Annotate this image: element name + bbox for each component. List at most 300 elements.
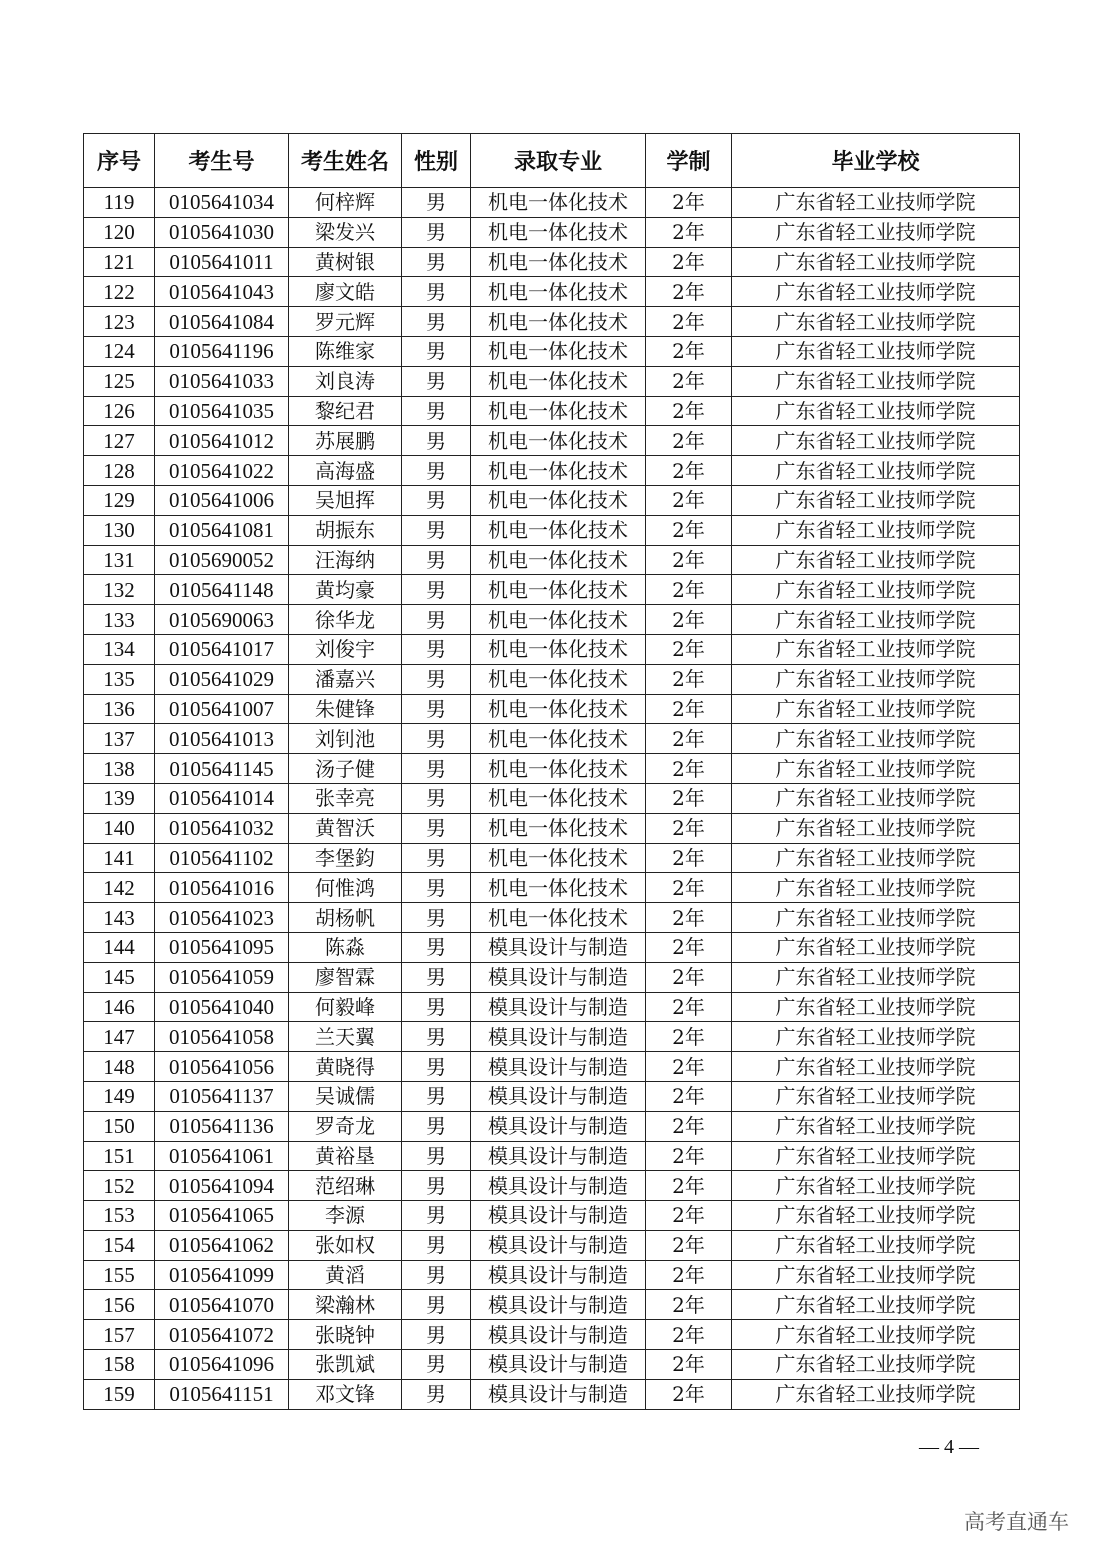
cell-gender: 男	[402, 1052, 471, 1082]
cell-student-name: 何梓辉	[289, 188, 402, 218]
cell-gender: 男	[402, 1141, 471, 1171]
cell-school: 广东省轻工业技师学院	[732, 396, 1020, 426]
cell-duration: 2年	[646, 575, 732, 605]
table-row	[84, 1201, 1020, 1231]
cell-student-name: 罗奇龙	[289, 1111, 402, 1141]
cell-duration: 2年	[646, 783, 732, 813]
cell-serial: 155	[84, 1260, 155, 1290]
cell-serial: 138	[84, 754, 155, 784]
cell-student-name: 范绍琳	[289, 1171, 402, 1201]
cell-student-name: 李堡鈞	[289, 843, 402, 873]
cell-school: 广东省轻工业技师学院	[732, 1320, 1020, 1350]
header-school: 毕业学校	[732, 134, 1020, 188]
cell-school: 广东省轻工业技师学院	[732, 1141, 1020, 1171]
table-row	[84, 217, 1020, 247]
cell-student-name: 梁瀚林	[289, 1290, 402, 1320]
cell-serial: 136	[84, 694, 155, 724]
cell-major: 机电一体化技术	[471, 396, 646, 426]
cell-major: 机电一体化技术	[471, 188, 646, 218]
cell-school: 广东省轻工业技师学院	[732, 992, 1020, 1022]
cell-major: 模具设计与制造	[471, 1111, 646, 1141]
cell-school: 广东省轻工业技师学院	[732, 485, 1020, 515]
cell-student-name: 陈维家	[289, 336, 402, 366]
table-row	[84, 962, 1020, 992]
cell-major: 模具设计与制造	[471, 1141, 646, 1171]
cell-school: 广东省轻工业技师学院	[732, 1171, 1020, 1201]
cell-duration: 2年	[646, 396, 732, 426]
header-gender: 性别	[402, 134, 471, 188]
cell-duration: 2年	[646, 217, 732, 247]
cell-student-name: 朱健锋	[289, 694, 402, 724]
watermark-text: 高考直通车	[964, 1510, 1069, 1534]
cell-serial: 152	[84, 1171, 155, 1201]
cell-gender: 男	[402, 396, 471, 426]
cell-duration: 2年	[646, 1320, 732, 1350]
cell-exam-number: 0105641033	[155, 366, 289, 396]
header-exam-number: 考生号	[155, 134, 289, 188]
cell-school: 广东省轻工业技师学院	[732, 575, 1020, 605]
cell-gender: 男	[402, 366, 471, 396]
cell-duration: 2年	[646, 1171, 732, 1201]
cell-major: 机电一体化技术	[471, 903, 646, 933]
cell-exam-number: 0105641072	[155, 1320, 289, 1350]
cell-major: 机电一体化技术	[471, 634, 646, 664]
cell-duration: 2年	[646, 1111, 732, 1141]
cell-school: 广东省轻工业技师学院	[732, 783, 1020, 813]
cell-gender: 男	[402, 843, 471, 873]
cell-school: 广东省轻工业技师学院	[732, 1379, 1020, 1409]
cell-major: 机电一体化技术	[471, 605, 646, 635]
cell-exam-number: 0105641061	[155, 1141, 289, 1171]
cell-school: 广东省轻工业技师学院	[732, 1260, 1020, 1290]
cell-exam-number: 0105641084	[155, 307, 289, 337]
cell-serial: 142	[84, 873, 155, 903]
cell-student-name: 邓文锋	[289, 1379, 402, 1409]
cell-exam-number: 0105641035	[155, 396, 289, 426]
cell-major: 机电一体化技术	[471, 575, 646, 605]
cell-gender: 男	[402, 664, 471, 694]
cell-duration: 2年	[646, 813, 732, 843]
cell-duration: 2年	[646, 247, 732, 277]
cell-duration: 2年	[646, 336, 732, 366]
table-row	[84, 396, 1020, 426]
cell-student-name: 廖文皓	[289, 277, 402, 307]
cell-serial: 157	[84, 1320, 155, 1350]
cell-major: 机电一体化技术	[471, 307, 646, 337]
table-row	[84, 1350, 1020, 1380]
cell-duration: 2年	[646, 366, 732, 396]
cell-student-name: 徐华龙	[289, 605, 402, 635]
cell-exam-number: 0105641017	[155, 634, 289, 664]
table-row	[84, 485, 1020, 515]
cell-duration: 2年	[646, 903, 732, 933]
cell-student-name: 胡杨帆	[289, 903, 402, 933]
cell-exam-number: 0105641012	[155, 426, 289, 456]
cell-gender: 男	[402, 456, 471, 486]
table-row	[84, 1290, 1020, 1320]
cell-school: 广东省轻工业技师学院	[732, 932, 1020, 962]
table-row	[84, 188, 1020, 218]
cell-school: 广东省轻工业技师学院	[732, 1022, 1020, 1052]
cell-exam-number: 0105641016	[155, 873, 289, 903]
cell-serial: 137	[84, 724, 155, 754]
cell-serial: 128	[84, 456, 155, 486]
table-row	[84, 456, 1020, 486]
cell-duration: 2年	[646, 1201, 732, 1231]
cell-duration: 2年	[646, 724, 732, 754]
cell-duration: 2年	[646, 188, 732, 218]
cell-student-name: 苏展鹏	[289, 426, 402, 456]
cell-exam-number: 0105641007	[155, 694, 289, 724]
cell-exam-number: 0105641013	[155, 724, 289, 754]
cell-serial: 154	[84, 1230, 155, 1260]
table-row	[84, 247, 1020, 277]
table-row	[84, 1141, 1020, 1171]
cell-student-name: 黄均豪	[289, 575, 402, 605]
cell-school: 广东省轻工业技师学院	[732, 843, 1020, 873]
cell-duration: 2年	[646, 634, 732, 664]
header-major: 录取专业	[471, 134, 646, 188]
cell-school: 广东省轻工业技师学院	[732, 724, 1020, 754]
cell-duration: 2年	[646, 843, 732, 873]
cell-major: 机电一体化技术	[471, 813, 646, 843]
table-row	[84, 1320, 1020, 1350]
cell-school: 广东省轻工业技师学院	[732, 426, 1020, 456]
table-body	[84, 188, 1020, 1410]
cell-major: 机电一体化技术	[471, 754, 646, 784]
cell-major: 机电一体化技术	[471, 694, 646, 724]
cell-gender: 男	[402, 485, 471, 515]
cell-major: 模具设计与制造	[471, 1290, 646, 1320]
cell-gender: 男	[402, 575, 471, 605]
table-row	[84, 575, 1020, 605]
cell-duration: 2年	[646, 456, 732, 486]
cell-student-name: 黄晓得	[289, 1052, 402, 1082]
cell-major: 机电一体化技术	[471, 664, 646, 694]
table-row	[84, 426, 1020, 456]
cell-school: 广东省轻工业技师学院	[732, 307, 1020, 337]
table-row	[84, 843, 1020, 873]
cell-gender: 男	[402, 1320, 471, 1350]
cell-student-name: 潘嘉兴	[289, 664, 402, 694]
cell-major: 机电一体化技术	[471, 426, 646, 456]
cell-exam-number: 0105690063	[155, 605, 289, 635]
cell-school: 广东省轻工业技师学院	[732, 366, 1020, 396]
header-student-name: 考生姓名	[289, 134, 402, 188]
cell-student-name: 黄智沃	[289, 813, 402, 843]
cell-exam-number: 0105641022	[155, 456, 289, 486]
cell-duration: 2年	[646, 992, 732, 1022]
cell-gender: 男	[402, 634, 471, 664]
cell-school: 广东省轻工业技师学院	[732, 873, 1020, 903]
cell-major: 机电一体化技术	[471, 336, 646, 366]
cell-exam-number: 0105641030	[155, 217, 289, 247]
cell-duration: 2年	[646, 664, 732, 694]
cell-duration: 2年	[646, 426, 732, 456]
cell-serial: 129	[84, 485, 155, 515]
cell-major: 机电一体化技术	[471, 843, 646, 873]
cell-exam-number: 0105641006	[155, 485, 289, 515]
cell-serial: 144	[84, 932, 155, 962]
cell-gender: 男	[402, 783, 471, 813]
cell-serial: 126	[84, 396, 155, 426]
cell-student-name: 梁发兴	[289, 217, 402, 247]
cell-major: 模具设计与制造	[471, 1379, 646, 1409]
cell-school: 广东省轻工业技师学院	[732, 188, 1020, 218]
cell-serial: 132	[84, 575, 155, 605]
cell-exam-number: 0105641081	[155, 515, 289, 545]
cell-major: 模具设计与制造	[471, 992, 646, 1022]
cell-serial: 124	[84, 336, 155, 366]
cell-major: 机电一体化技术	[471, 724, 646, 754]
admission-table	[83, 133, 1020, 1410]
table-row	[84, 515, 1020, 545]
cell-serial: 134	[84, 634, 155, 664]
cell-exam-number: 0105641137	[155, 1081, 289, 1111]
cell-serial: 120	[84, 217, 155, 247]
cell-serial: 131	[84, 545, 155, 575]
cell-serial: 159	[84, 1379, 155, 1409]
cell-serial: 123	[84, 307, 155, 337]
cell-school: 广东省轻工业技师学院	[732, 336, 1020, 366]
cell-gender: 男	[402, 873, 471, 903]
cell-gender: 男	[402, 813, 471, 843]
cell-gender: 男	[402, 1379, 471, 1409]
cell-student-name: 兰天翼	[289, 1022, 402, 1052]
cell-student-name: 罗元辉	[289, 307, 402, 337]
cell-exam-number: 0105641099	[155, 1260, 289, 1290]
cell-gender: 男	[402, 903, 471, 933]
cell-student-name: 陈淼	[289, 932, 402, 962]
cell-student-name: 何毅峰	[289, 992, 402, 1022]
table-header	[84, 134, 1020, 188]
cell-duration: 2年	[646, 694, 732, 724]
cell-gender: 男	[402, 188, 471, 218]
cell-school: 广东省轻工业技师学院	[732, 754, 1020, 784]
cell-serial: 150	[84, 1111, 155, 1141]
cell-serial: 125	[84, 366, 155, 396]
page-number: — 4 —	[919, 1436, 979, 1458]
cell-major: 模具设计与制造	[471, 1052, 646, 1082]
cell-serial: 153	[84, 1201, 155, 1231]
cell-student-name: 张幸亮	[289, 783, 402, 813]
table-row	[84, 783, 1020, 813]
table-row	[84, 1081, 1020, 1111]
cell-duration: 2年	[646, 1290, 732, 1320]
cell-school: 广东省轻工业技师学院	[732, 456, 1020, 486]
table-row	[84, 813, 1020, 843]
cell-student-name: 张如权	[289, 1230, 402, 1260]
cell-student-name: 何惟鸿	[289, 873, 402, 903]
cell-student-name: 黄滔	[289, 1260, 402, 1290]
cell-serial: 146	[84, 992, 155, 1022]
cell-gender: 男	[402, 545, 471, 575]
table-row	[84, 873, 1020, 903]
cell-serial: 127	[84, 426, 155, 456]
cell-duration: 2年	[646, 1350, 732, 1380]
cell-school: 广东省轻工业技师学院	[732, 813, 1020, 843]
cell-major: 模具设计与制造	[471, 1022, 646, 1052]
cell-major: 机电一体化技术	[471, 783, 646, 813]
cell-student-name: 黄树银	[289, 247, 402, 277]
cell-gender: 男	[402, 307, 471, 337]
cell-gender: 男	[402, 1111, 471, 1141]
cell-serial: 139	[84, 783, 155, 813]
cell-serial: 119	[84, 188, 155, 218]
table-row	[84, 992, 1020, 1022]
table-row	[84, 366, 1020, 396]
cell-duration: 2年	[646, 932, 732, 962]
table-row	[84, 336, 1020, 366]
cell-school: 广东省轻工业技师学院	[732, 962, 1020, 992]
cell-duration: 2年	[646, 1260, 732, 1290]
cell-student-name: 刘俊宇	[289, 634, 402, 664]
cell-duration: 2年	[646, 962, 732, 992]
cell-gender: 男	[402, 1081, 471, 1111]
cell-school: 广东省轻工业技师学院	[732, 1290, 1020, 1320]
cell-gender: 男	[402, 426, 471, 456]
cell-serial: 140	[84, 813, 155, 843]
cell-serial: 135	[84, 664, 155, 694]
header-serial: 序号	[84, 134, 155, 188]
cell-student-name: 吴诚儒	[289, 1081, 402, 1111]
cell-serial: 122	[84, 277, 155, 307]
cell-exam-number: 0105641096	[155, 1350, 289, 1380]
cell-gender: 男	[402, 247, 471, 277]
cell-exam-number: 0105641062	[155, 1230, 289, 1260]
cell-school: 广东省轻工业技师学院	[732, 247, 1020, 277]
cell-serial: 149	[84, 1081, 155, 1111]
cell-serial: 148	[84, 1052, 155, 1082]
cell-exam-number: 0105641034	[155, 188, 289, 218]
cell-exam-number: 0105641196	[155, 336, 289, 366]
cell-school: 广东省轻工业技师学院	[732, 1230, 1020, 1260]
table-row	[84, 1171, 1020, 1201]
cell-school: 广东省轻工业技师学院	[732, 634, 1020, 664]
cell-duration: 2年	[646, 307, 732, 337]
cell-school: 广东省轻工业技师学院	[732, 1111, 1020, 1141]
cell-student-name: 李源	[289, 1201, 402, 1231]
cell-major: 机电一体化技术	[471, 515, 646, 545]
cell-student-name: 廖智霖	[289, 962, 402, 992]
cell-school: 广东省轻工业技师学院	[732, 664, 1020, 694]
table-row	[84, 1111, 1020, 1141]
cell-exam-number: 0105641151	[155, 1379, 289, 1409]
cell-exam-number: 0105641095	[155, 932, 289, 962]
cell-serial: 158	[84, 1350, 155, 1380]
cell-duration: 2年	[646, 605, 732, 635]
cell-school: 广东省轻工业技师学院	[732, 694, 1020, 724]
table-row	[84, 694, 1020, 724]
cell-student-name: 汤子健	[289, 754, 402, 784]
cell-gender: 男	[402, 1022, 471, 1052]
cell-duration: 2年	[646, 485, 732, 515]
cell-major: 机电一体化技术	[471, 247, 646, 277]
cell-student-name: 张凯斌	[289, 1350, 402, 1380]
cell-duration: 2年	[646, 873, 732, 903]
cell-gender: 男	[402, 1260, 471, 1290]
cell-exam-number: 0105690052	[155, 545, 289, 575]
table-row	[84, 754, 1020, 784]
cell-gender: 男	[402, 1350, 471, 1380]
cell-serial: 130	[84, 515, 155, 545]
table-row	[84, 664, 1020, 694]
cell-exam-number: 0105641014	[155, 783, 289, 813]
table-row	[84, 307, 1020, 337]
cell-exam-number: 0105641032	[155, 813, 289, 843]
table-row	[84, 277, 1020, 307]
cell-major: 机电一体化技术	[471, 366, 646, 396]
cell-exam-number: 0105641059	[155, 962, 289, 992]
cell-exam-number: 0105641011	[155, 247, 289, 277]
cell-serial: 147	[84, 1022, 155, 1052]
cell-exam-number: 0105641065	[155, 1201, 289, 1231]
cell-school: 广东省轻工业技师学院	[732, 217, 1020, 247]
header-duration: 学制	[646, 134, 732, 188]
cell-school: 广东省轻工业技师学院	[732, 1350, 1020, 1380]
cell-major: 模具设计与制造	[471, 1171, 646, 1201]
cell-gender: 男	[402, 1201, 471, 1231]
table-row	[84, 1260, 1020, 1290]
cell-major: 模具设计与制造	[471, 962, 646, 992]
cell-duration: 2年	[646, 754, 732, 784]
cell-major: 机电一体化技术	[471, 217, 646, 247]
cell-student-name: 胡振东	[289, 515, 402, 545]
cell-duration: 2年	[646, 1379, 732, 1409]
cell-major: 机电一体化技术	[471, 545, 646, 575]
cell-gender: 男	[402, 217, 471, 247]
cell-exam-number: 0105641043	[155, 277, 289, 307]
cell-student-name: 吴旭挥	[289, 485, 402, 515]
header-row	[84, 134, 1020, 188]
cell-exam-number: 0105641040	[155, 992, 289, 1022]
cell-serial: 121	[84, 247, 155, 277]
cell-gender: 男	[402, 754, 471, 784]
table-row	[84, 545, 1020, 575]
cell-school: 广东省轻工业技师学院	[732, 515, 1020, 545]
cell-duration: 2年	[646, 545, 732, 575]
cell-major: 机电一体化技术	[471, 873, 646, 903]
cell-exam-number: 0105641136	[155, 1111, 289, 1141]
cell-major: 机电一体化技术	[471, 277, 646, 307]
cell-exam-number: 0105641058	[155, 1022, 289, 1052]
cell-student-name: 刘钊池	[289, 724, 402, 754]
cell-exam-number: 0105641056	[155, 1052, 289, 1082]
cell-serial: 156	[84, 1290, 155, 1320]
cell-school: 广东省轻工业技师学院	[732, 1052, 1020, 1082]
cell-gender: 男	[402, 992, 471, 1022]
table-row	[84, 605, 1020, 635]
cell-major: 模具设计与制造	[471, 1350, 646, 1380]
cell-major: 模具设计与制造	[471, 1260, 646, 1290]
table-row	[84, 903, 1020, 933]
cell-gender: 男	[402, 277, 471, 307]
cell-exam-number: 0105641094	[155, 1171, 289, 1201]
cell-serial: 141	[84, 843, 155, 873]
table-row	[84, 724, 1020, 754]
cell-serial: 151	[84, 1141, 155, 1171]
cell-major: 模具设计与制造	[471, 1320, 646, 1350]
cell-duration: 2年	[646, 277, 732, 307]
cell-gender: 男	[402, 1290, 471, 1320]
cell-gender: 男	[402, 962, 471, 992]
cell-exam-number: 0105641023	[155, 903, 289, 933]
cell-serial: 145	[84, 962, 155, 992]
cell-gender: 男	[402, 605, 471, 635]
cell-serial: 143	[84, 903, 155, 933]
cell-school: 广东省轻工业技师学院	[732, 1201, 1020, 1231]
cell-gender: 男	[402, 724, 471, 754]
